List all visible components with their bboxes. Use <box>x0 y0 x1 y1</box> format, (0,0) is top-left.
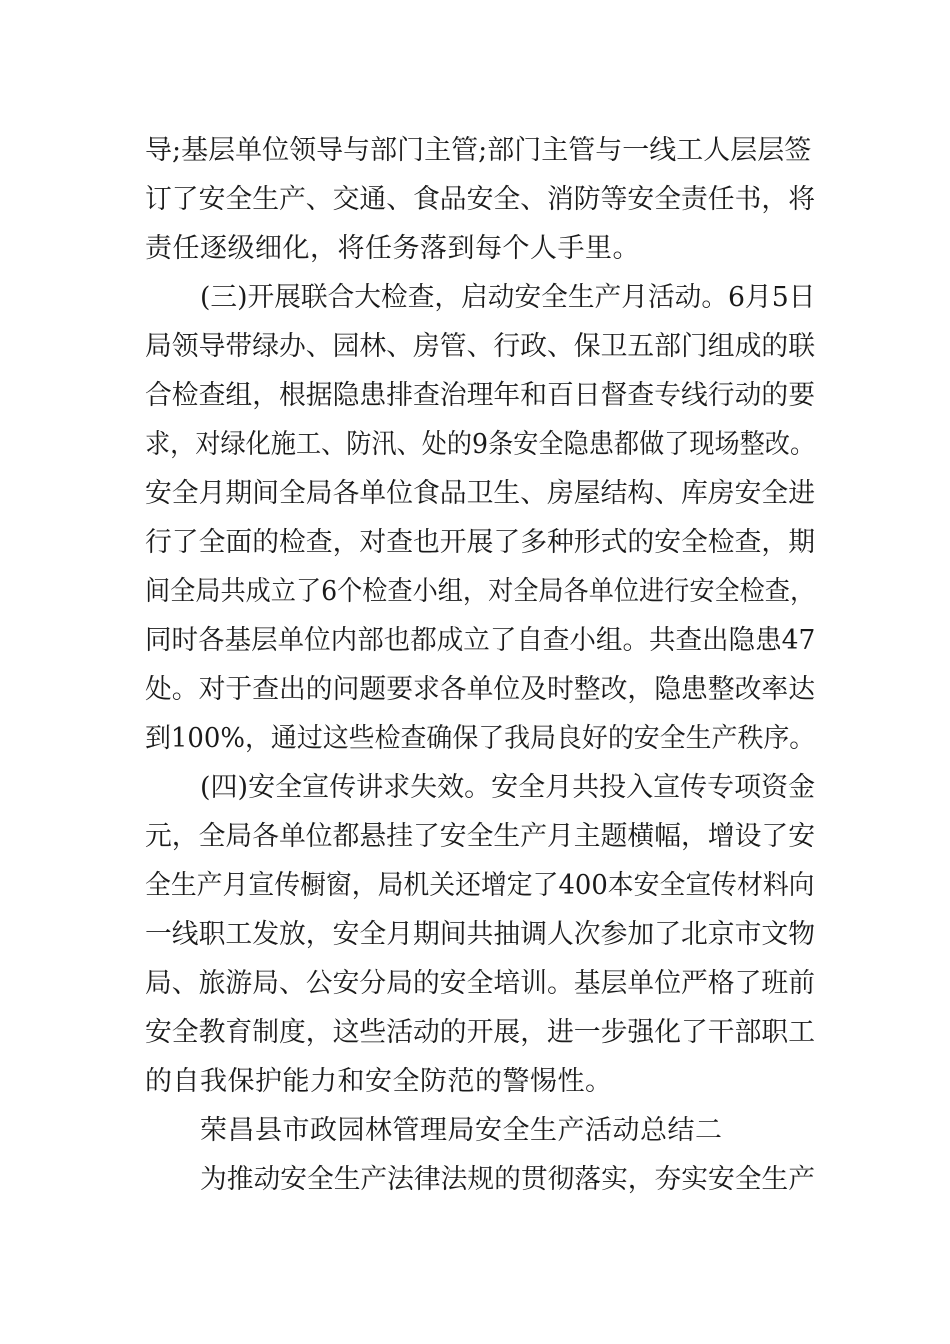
text-line: 导;基层单位领导与部门主管;部门主管与一线工人层层签 <box>145 135 812 166</box>
paragraph-start-line: 为推动安全生产法律法规的贯彻落实，夯实安全生产 <box>200 1164 815 1195</box>
section-heading: 荣昌县市政园林管理局安全生产活动总结二 <box>200 1115 723 1146</box>
text-line: 安全教育制度，这些活动的开展，进一步强化了干部职工 <box>145 1017 816 1048</box>
text-line: 安全月期间全局各单位食品卫生、房屋结构、库房安全进 <box>145 478 816 509</box>
paragraph-start-line: (四)安全宣传讲求失效。安全月共投入宣传专项资金 <box>200 772 816 803</box>
text-line: 行了全面的检查，对查也开展了多种形式的安全检查，期 <box>145 527 816 558</box>
text-line: 同时各基层单位内部也都成立了自查小组。共查出隐患47 <box>145 625 816 656</box>
text-line: 全生产月宣传橱窗，局机关还增定了400本安全宣传材料向 <box>145 870 815 901</box>
text-line: 责任逐级细化，将任务落到每个人手里。 <box>145 233 640 264</box>
text-line: 订了安全生产、交通、食品安全、消防等安全责任书，将 <box>145 184 816 215</box>
text-line: 局、旅游局、公安分局的安全培训。基层单位严格了班前 <box>145 968 816 999</box>
text-line: 一线职工发放，安全月期间共抽调人次参加了北京市文物 <box>145 919 816 950</box>
text-line: 到100%，通过这些检查确保了我局良好的安全生产秩序。 <box>145 723 816 754</box>
text-line: 间全局共成立了6个检查小组，对全局各单位进行安全检查， <box>145 576 816 607</box>
text-line: 求，对绿化施工、防汛、处的9条安全隐患都做了现场整改。 <box>145 429 816 460</box>
text-line: 处。对于查出的问题要求各单位及时整改，隐患整改率达 <box>145 674 816 705</box>
text-line: 元，全局各单位都悬挂了安全生产月主题横幅，增设了安 <box>145 821 816 852</box>
paragraph-start-line: (三)开展联合大检查，启动安全生产月活动。6月5日 <box>200 282 816 313</box>
text-line: 局领导带绿办、园林、房管、行政、保卫五部门组成的联 <box>145 331 816 362</box>
text-line: 的自我保护能力和安全防范的警惕性。 <box>145 1066 613 1097</box>
text-line: 合检查组，根据隐患排查治理年和百日督查专线行动的要 <box>145 380 816 411</box>
